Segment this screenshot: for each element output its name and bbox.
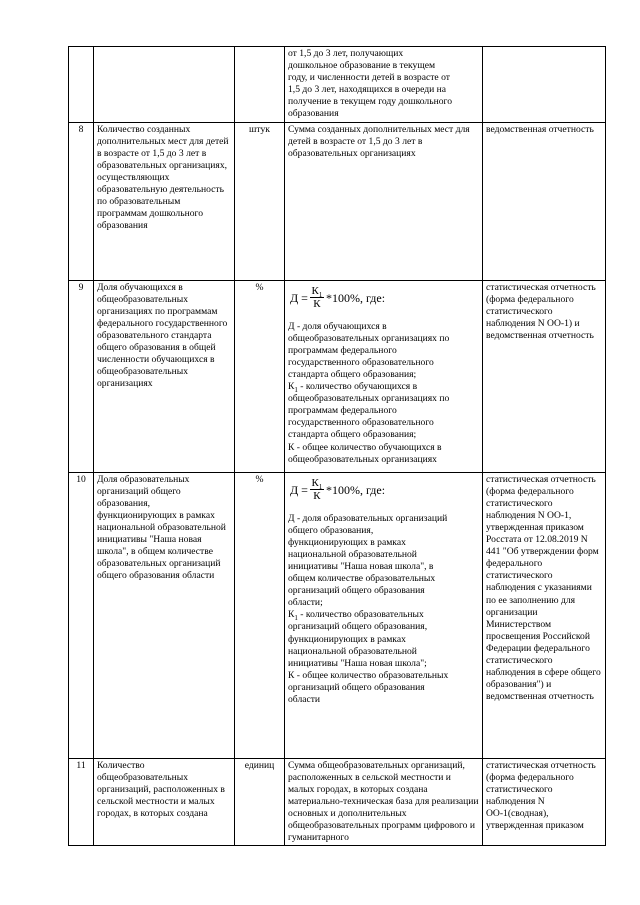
formula-numerator: $К_1$ xyxy=(311,285,323,300)
method-line: от 1,5 до 3 лет, получающих xyxy=(288,48,404,59)
unit-cell: единиц xyxy=(235,758,285,846)
table-row xyxy=(69,758,606,846)
method-line: области xyxy=(288,693,321,705)
indicator-name-cell: Доля обучающихся в общеобразовательных организациях по программам федерального государственного образовательного стандарта общего образования в общей численности обучающихся в общеобразовательных организациях xyxy=(94,280,235,472)
method-cell: Сумма общеобразовательных организаций, расположенных в сельской местности и малых городах, в которых создана материально-техническая база для реализации основных и дополнительных общеобразовательных программ цифрового и гуманитарного xyxy=(285,758,483,846)
method-line: государственного образовательного xyxy=(288,417,434,429)
method-line: стандарта общего образования; xyxy=(288,429,417,441)
formula-lhs: Д = xyxy=(290,290,308,305)
row-number-cell xyxy=(69,47,94,123)
formula-lhs: Д = xyxy=(290,482,308,497)
method-line: инициативы "Наша новая школа", в xyxy=(288,560,434,572)
table-row xyxy=(69,47,606,123)
method-line: 1,5 до 3 лет, находящихся в очереди на xyxy=(288,84,447,96)
method-line: стандарта общего образования; xyxy=(288,368,417,380)
method-line: области; xyxy=(288,597,323,609)
method-line: программам федерального xyxy=(288,405,397,417)
method-line: дошкольное образование в текущем xyxy=(288,60,436,72)
row-number-cell: 8 xyxy=(69,122,94,280)
method-line: году, и численности детей в возрасте от xyxy=(288,72,450,84)
method-line: функционирующих в рамках xyxy=(288,633,406,645)
method-line: К - общее количество образовательных xyxy=(288,669,449,681)
row-number-cell: 11 xyxy=(69,758,94,846)
unit-cell xyxy=(235,47,285,123)
row-number-cell: 10 xyxy=(69,472,94,758)
indicators-table xyxy=(68,46,606,846)
source-cell: статистическая отчетность (форма федерального статистического наблюдения N ОО-1, утвержденная приказом Росстата от 12.08.2019 N 441 "Об утверждении форм федерального статистического наблюдения с указаниями по ее заполнению для организации Министерством просвещения Российской Федерации федерального статистического наблюдения в сфере общего образования") и ведомственная отчетность xyxy=(483,472,606,758)
formula xyxy=(288,475,479,505)
method-line: общеобразовательных организациях по xyxy=(288,332,450,344)
method-cell: Сумма созданных дополнительных мест для детей в возрасте от 1,5 до 3 лет в образовательных организациях xyxy=(285,122,483,280)
indicator-name-cell: Количество созданных дополнительных мест для детей в возрасте от 1,5 до 3 лет в образовательных организациях, осуществляющих образовательную деятельность по образовательным программам дошкольного образования xyxy=(94,122,235,280)
method-line: общеобразовательных организациях по xyxy=(288,393,450,405)
method-line: национальной образовательной xyxy=(288,548,417,560)
method-line: К - общее количество обучающихся в xyxy=(288,441,442,453)
method-cell xyxy=(285,280,483,472)
method-line: $К_1$ - количество образовательных xyxy=(288,609,424,623)
method-line: организаций общего образования, xyxy=(288,621,428,633)
method-line: организаций общего образования xyxy=(288,585,425,597)
method-line: государственного образовательного xyxy=(288,356,434,368)
formula-denominator: К xyxy=(313,490,321,503)
method-line: функционирующих в рамках xyxy=(288,536,406,548)
source-cell: статистическая отчетность (форма федерального статистического наблюдения N ОО-1) и ведомственная отчетность xyxy=(483,280,606,472)
method-line: общего образования, xyxy=(288,524,374,536)
unit-cell: % xyxy=(235,472,285,758)
source-cell: статистическая отчетность (форма федерального статистического наблюдения N ОО-1(сводная), утвержденная приказом xyxy=(483,758,606,846)
method-line: программам федерального xyxy=(288,344,397,356)
formula xyxy=(288,283,479,313)
method-line: получение в текущем году дошкольного xyxy=(288,96,453,108)
table-row xyxy=(69,122,606,280)
method-line: инициативы "Наша новая школа"; xyxy=(288,657,427,669)
indicator-name-cell xyxy=(94,47,235,123)
indicator-name-cell: Количество общеобразовательных организаций, расположенных в сельской местности и малых городах, в которых создана xyxy=(94,758,235,846)
formula-rhs: *100%, где: xyxy=(325,290,386,305)
method-cell xyxy=(285,472,483,758)
source-cell xyxy=(483,47,606,123)
method-line: общем количестве образовательных xyxy=(288,573,436,585)
method-line: национальной образовательной xyxy=(288,645,417,657)
method-line: организаций общего образования xyxy=(288,681,425,693)
table-row xyxy=(69,472,606,758)
formula-rhs: *100%, где: xyxy=(325,482,386,497)
unit-cell: штук xyxy=(235,122,285,280)
table-row xyxy=(69,280,606,472)
source-cell: ведомственная отчетность xyxy=(483,122,606,280)
method-line: образования xyxy=(288,108,339,120)
indicator-name-cell: Доля образовательных организаций общего образования, функционирующих в рамках национальной образовательной инициативы "Наша новая школа", в общем количестве образовательных организаций общего образования области xyxy=(94,472,235,758)
formula-fraction xyxy=(310,285,324,310)
method-line: общеобразовательных организациях xyxy=(288,453,437,465)
formula-numerator: $К_1$ xyxy=(311,477,323,492)
unit-cell: % xyxy=(235,280,285,472)
method-cell xyxy=(285,47,483,123)
formula-denominator: К xyxy=(313,298,321,311)
row-number-cell: 9 xyxy=(69,280,94,472)
formula-fraction xyxy=(310,477,324,502)
method-line: Д - доля образовательных организаций xyxy=(288,512,448,524)
method-line: $К_1$ - количество обучающихся в xyxy=(288,381,418,394)
method-line: Д - доля обучающихся в xyxy=(288,320,387,332)
